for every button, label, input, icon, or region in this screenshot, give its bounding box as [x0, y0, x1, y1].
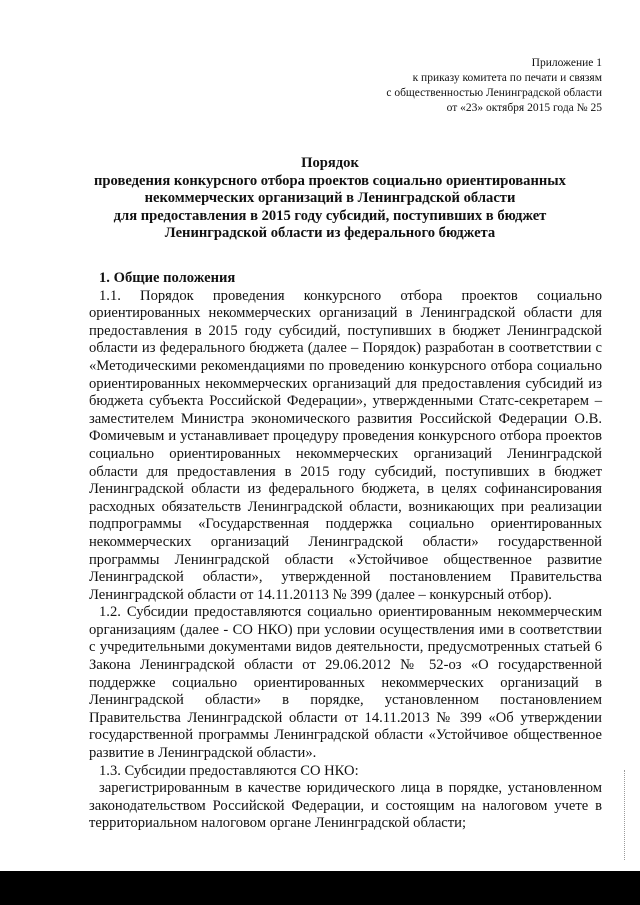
appendix-line: к приказу комитета по печати и связям	[412, 72, 602, 84]
title-line: для предоставления в 2015 году субсидий, поступивших в бюджет	[113, 207, 547, 224]
document-title	[60, 155, 600, 243]
appendix-line: от «23» октября 2015 года № 25	[446, 102, 602, 114]
appendix-line: Приложение 1	[531, 57, 602, 69]
section-heading: 1. Общие положения	[99, 270, 236, 286]
title-line: Ленинградской области из федерального бюджета	[164, 225, 496, 241]
document-body	[89, 270, 602, 833]
paragraph-1-2: 1.2. Субсидии предоставляются социально ориентированным некоммерческим организациям (далее - СО НКО) при условии осуществления ими в соответствии с учредительными документами видов деятельности, предусмотренных статьей 6 Закона Ленинградской области от 29.06.2012 № 52-оз «О государственной поддержке социально ориентированных некоммерческих организаций в Ленинградской области» в порядке, установленном постановлением Правительства Ленинградской области от 14.11.2013 № 399 «Об утверждении государственной программы Ленинградской области «Устойчивое общественное развитие в Ленинградской области».	[89, 604, 602, 762]
title-line: Порядок	[301, 155, 359, 171]
paragraph-1-3: 1.3. Субсидии предоставляются СО НКО:	[99, 762, 359, 779]
appendix-line: с общественностью Ленинградской области	[386, 87, 602, 99]
scan-edge-mark	[624, 770, 626, 860]
title-line: проведения конкурсного отбора проектов социально ориентированных	[94, 172, 566, 189]
title-line: некоммерческих организаций в Ленинградской области	[144, 190, 516, 206]
appendix-note	[386, 56, 602, 116]
paragraph-1-1: 1.1. Порядок проведения конкурсного отбора проектов социально ориентированных некоммерческих организаций в Ленинградской области для предоставления в 2015 году субсидий, поступивших в бюджет Ленинградской области из федерального бюджета (далее – Порядок) разработан в соответствии с «Методическими рекомендациями по проведению конкурсного отбора социально ориентированных некоммерческих организаций для предоставления субсидий из бюджета субъекта Российской Федерации», утвержденными Статс-секретарем – заместителем Министра экономического развития Российской Федерации О.В. Фомичевым и устанавливает процедуру проведения конкурсного отбора проектов социально ориентированных некоммерческих организаций Ленинградской области для предоставления в 2015 году субсидий, поступивших в бюджет Ленинградской области из федерального бюджета, в целях софинансирования расходных обязательств Ленинградской области, возникающих при реализации подпрограммы «Государственная поддержка социально ориентированных некоммерческих организаций Ленинградской области» государственной программы Ленинградской области «Устойчивое общественное развитие Ленинградской области», утвержденной постановлением Правительства Ленинградской области от 14.11.20113 № 399 (далее – конкурсный отбор).	[89, 287, 602, 603]
paragraph-1-3-item: зарегистрированным в качестве юридического лица в порядке, установленном законодательством Российской Федерации, и состоящим на налоговом учете в территориальном налоговом органе Ленинградской области;	[89, 780, 602, 832]
scan-bottom-band	[0, 871, 640, 905]
